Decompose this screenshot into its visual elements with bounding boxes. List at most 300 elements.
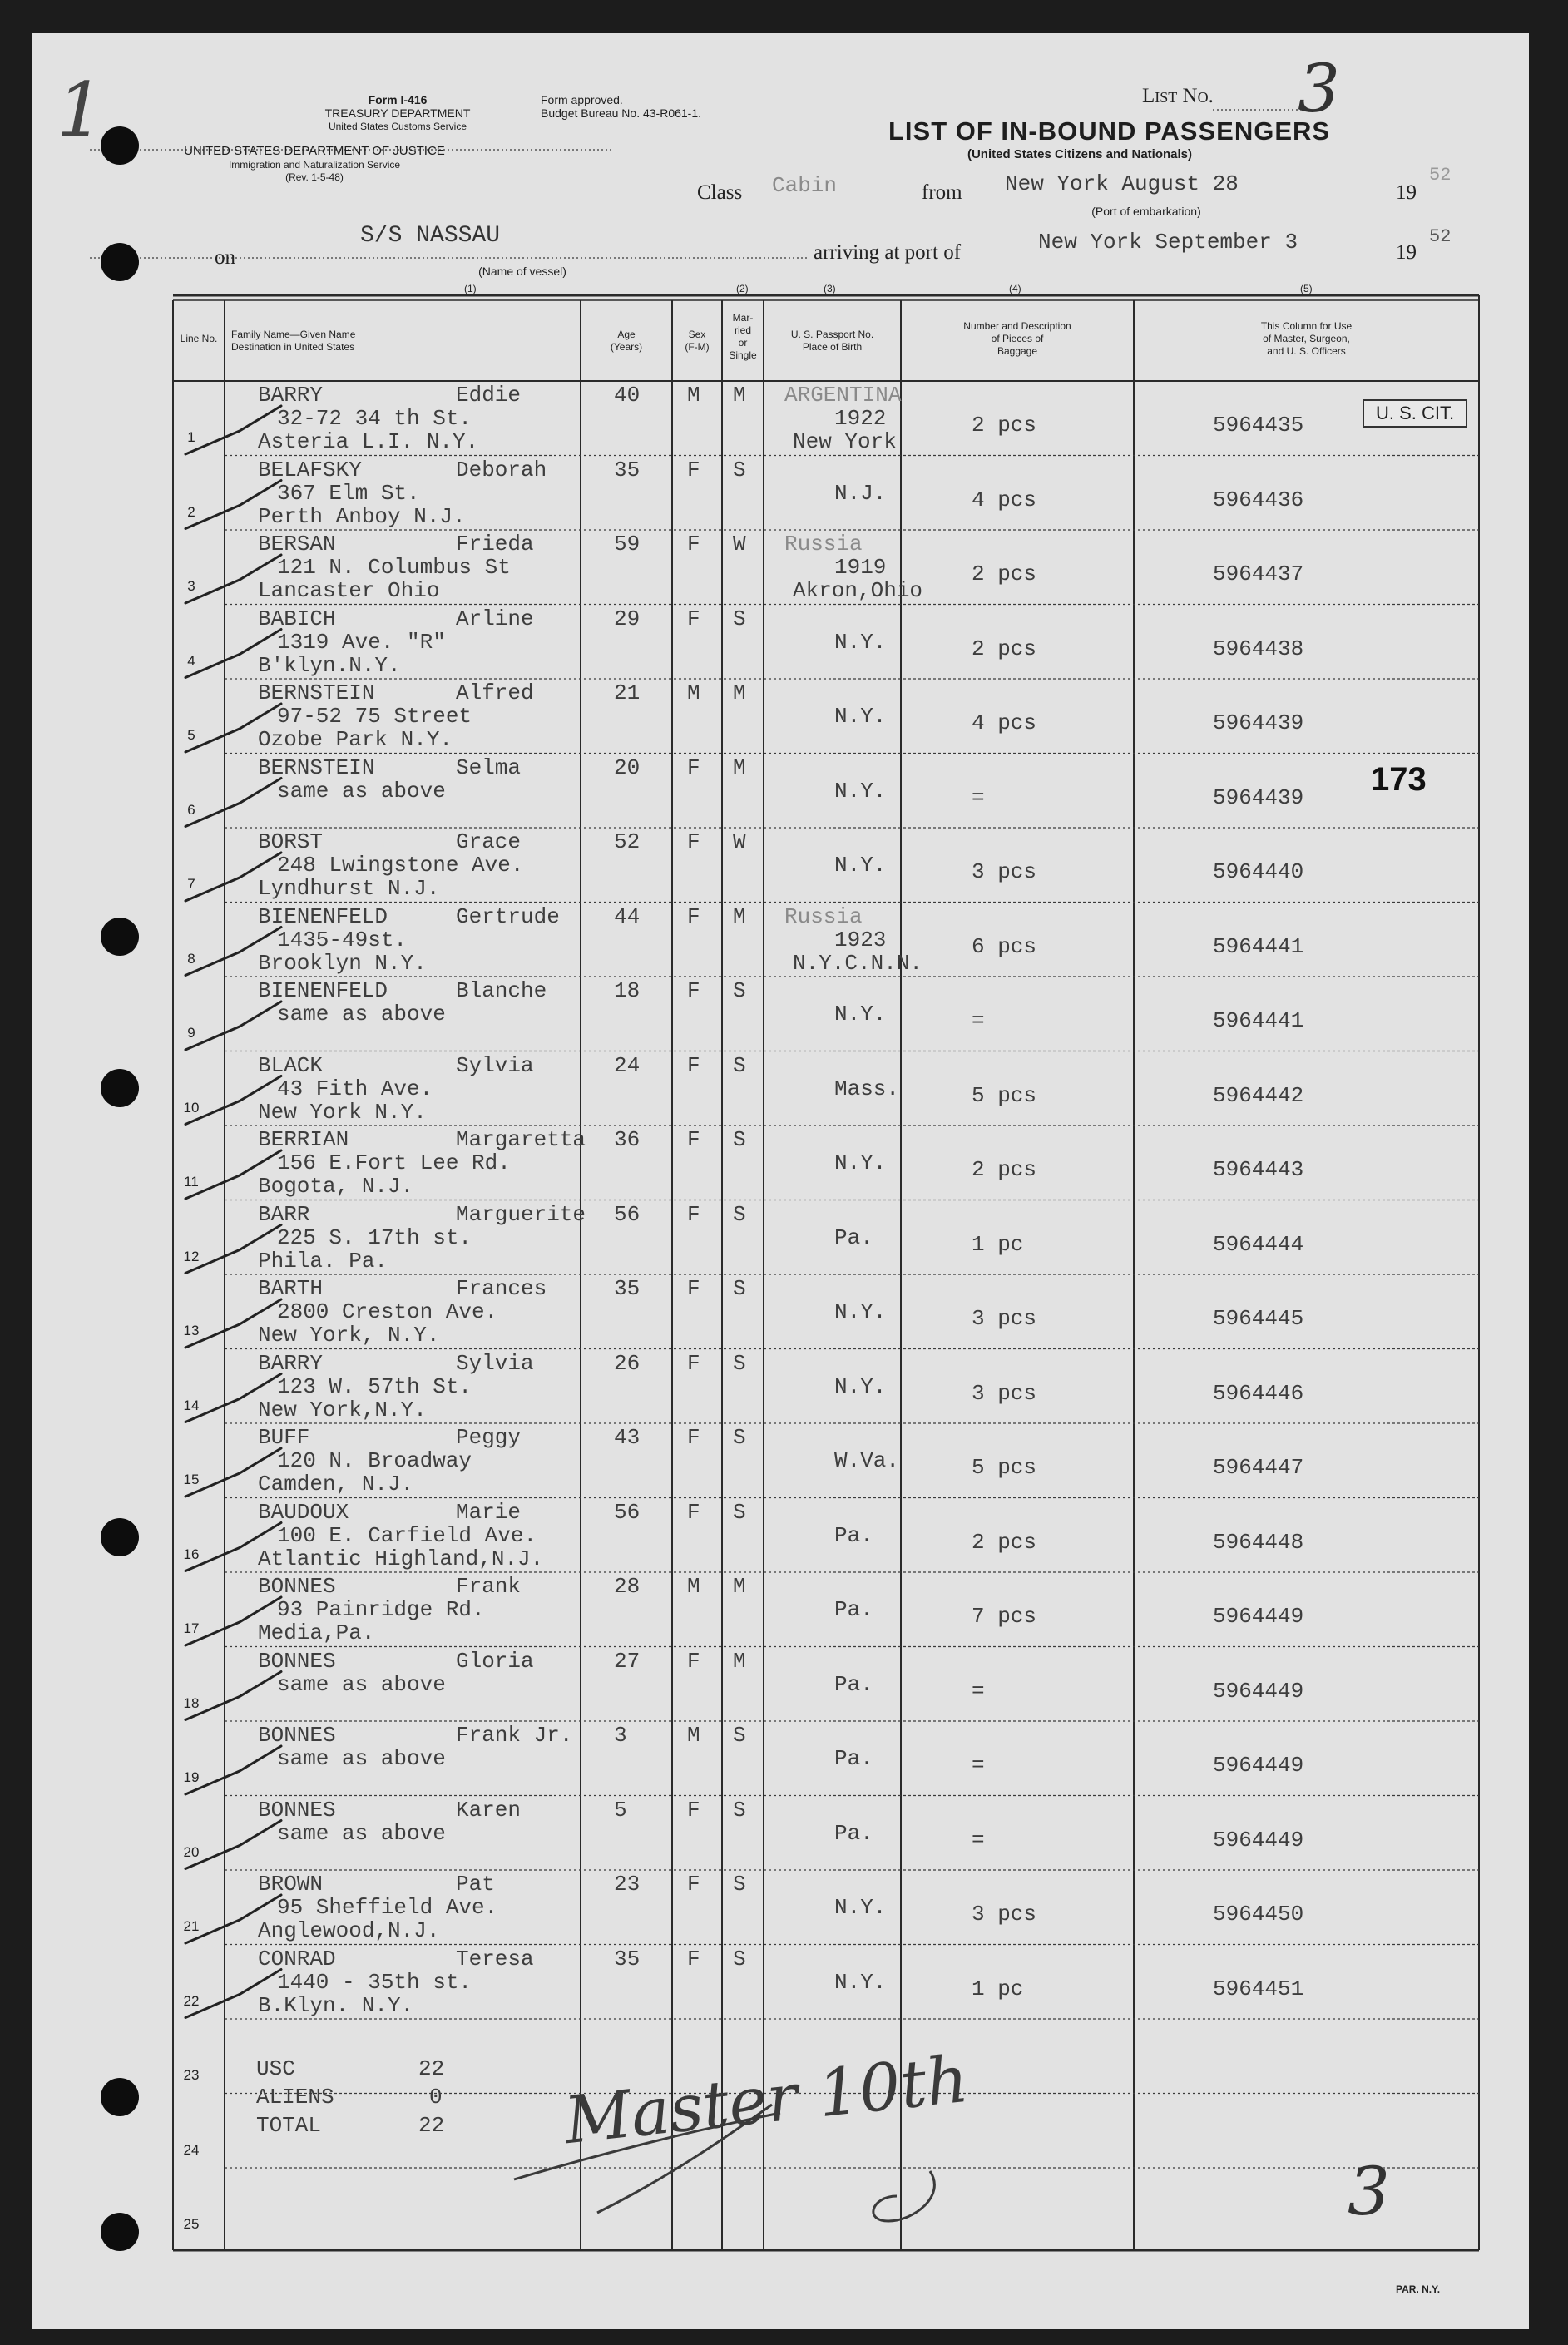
card-number: 5964437 — [1213, 562, 1304, 586]
baggage: 4 pcs — [972, 487, 1037, 512]
birth-place: 1922 — [834, 406, 887, 431]
sex: F — [687, 1201, 700, 1227]
address-line-2: New York N.Y. — [258, 1099, 427, 1125]
family-name: BERSAN — [258, 532, 336, 557]
age: 20 — [614, 754, 641, 780]
address-line-1: 95 Sheffield Ave. — [277, 1895, 498, 1920]
address-line-1: same as above — [277, 1671, 446, 1697]
birth-place: Pa. — [834, 1671, 873, 1697]
address-line-1: 121 N. Columbus St — [277, 555, 511, 580]
year-label-2: 19 — [1396, 241, 1417, 264]
address-line-1: same as above — [277, 778, 446, 804]
given-name: Margaretta — [456, 1127, 586, 1152]
line-number: 16 — [183, 1546, 200, 1562]
usc-count: 22 — [418, 2056, 445, 2081]
sex: F — [687, 1276, 700, 1301]
family-name: BERNSTEIN — [258, 754, 375, 780]
given-name: Frances — [456, 1276, 547, 1301]
baggage: 3 pcs — [972, 1902, 1037, 1927]
address-line-1: 1435-49st. — [277, 927, 408, 952]
line-number: 2 — [187, 503, 195, 520]
corner-handwritten-mark: 1 — [57, 67, 105, 154]
birth-place: N.Y. — [834, 1969, 887, 1995]
birth-place: N.Y. — [834, 1299, 887, 1324]
given-name: Deborah — [456, 457, 547, 482]
form-number: Form I-416 — [368, 93, 428, 106]
sex: F — [687, 1648, 700, 1674]
year-value-1: 52 — [1429, 165, 1452, 186]
baggage: 2 pcs — [972, 413, 1037, 438]
vessel-caption: (Name of vessel) — [478, 265, 566, 278]
address-line-1: 2800 Creston Ave. — [277, 1299, 498, 1324]
address-line-2: New York, N.Y. — [258, 1323, 440, 1348]
signature-flourish — [497, 2055, 1080, 2246]
birth-place: N.Y. — [834, 1373, 887, 1399]
address-line-1: 248 Lwingstone Ave. — [277, 853, 524, 878]
marital-status: M — [733, 383, 746, 408]
year-value-2: 52 — [1429, 226, 1452, 247]
age: 59 — [614, 532, 641, 557]
list-no-value: 3 — [1298, 50, 1340, 127]
birth-line-1: Russia — [784, 532, 863, 557]
card-number: 5964441 — [1213, 933, 1304, 959]
address-line-2: Atlantic Highland,N.J. — [258, 1546, 544, 1571]
given-name: Alfred — [456, 680, 534, 705]
sex: F — [687, 1127, 700, 1152]
card-number: 5964449 — [1213, 1827, 1304, 1853]
birth-place: Pa. — [834, 1224, 873, 1250]
sex: M — [687, 383, 700, 408]
birth-place: Pa. — [834, 1820, 873, 1846]
marital-status: S — [733, 1276, 746, 1301]
baggage: = — [972, 1827, 985, 1853]
card-number: 5964444 — [1213, 1231, 1304, 1257]
col-header-married: Mar- ried or Single — [729, 312, 757, 361]
on-label: on — [215, 246, 235, 269]
baggage: 2 pcs — [972, 1529, 1037, 1555]
binder-hole — [101, 1069, 139, 1107]
port-caption: (Port of embarkation) — [1091, 205, 1201, 218]
baggage: 1 pc — [972, 1976, 1024, 2001]
birth-place: N.J. — [834, 480, 887, 506]
age: 26 — [614, 1350, 641, 1376]
col-number-2: (2) — [736, 283, 749, 294]
address-line-1: 225 S. 17th st. — [277, 1224, 472, 1250]
binder-hole — [101, 243, 139, 281]
age: 44 — [614, 903, 641, 929]
binder-hole — [101, 126, 139, 165]
marital-status: S — [733, 1052, 746, 1078]
birth-place: N.Y. — [834, 1002, 887, 1027]
line-number: 4 — [187, 652, 195, 669]
age: 24 — [614, 1052, 641, 1078]
address-line-2: New York,N.Y. — [258, 1397, 427, 1422]
baggage: 5 pcs — [972, 1082, 1037, 1108]
marital-status: S — [733, 1425, 746, 1450]
line-number: 19 — [183, 1769, 200, 1785]
age: 27 — [614, 1648, 641, 1674]
family-name: BARR — [258, 1201, 310, 1227]
given-name: Teresa — [456, 1946, 534, 1971]
sex: F — [687, 1797, 700, 1823]
card-number: 5964439 — [1213, 710, 1304, 735]
given-name: Marguerite — [456, 1201, 586, 1227]
baggage: 7 pcs — [972, 1604, 1037, 1629]
line-number: 3 — [187, 578, 195, 594]
form-rule-lines — [32, 33, 1529, 2329]
address-line-1: same as above — [277, 1002, 446, 1027]
birth-place: N.Y. — [834, 629, 887, 655]
class-value: Cabin — [772, 173, 838, 198]
list-no-underline — [1213, 108, 1304, 111]
line-number: 17 — [183, 1620, 200, 1636]
aliens-count: 0 — [429, 2085, 443, 2110]
age: 5 — [614, 1797, 627, 1823]
card-number: 5964441 — [1213, 1008, 1304, 1033]
baggage: 5 pcs — [972, 1455, 1037, 1480]
age: 56 — [614, 1201, 641, 1227]
col-header-sex: Sex (F-M) — [685, 329, 710, 353]
birth-place: N.Y. — [834, 1895, 887, 1920]
sex: F — [687, 1499, 700, 1525]
family-name: BELAFSKY — [258, 457, 362, 482]
birth-place: Mass. — [834, 1076, 900, 1101]
card-number: 5964435 — [1213, 413, 1304, 438]
address-line-1: 120 N. Broadway — [277, 1448, 472, 1473]
family-name: BIENENFELD — [258, 978, 388, 1003]
card-number: 5964442 — [1213, 1082, 1304, 1108]
given-name: Grace — [456, 829, 522, 854]
arriving-label: arriving at port of — [814, 241, 962, 264]
age: 40 — [614, 383, 641, 408]
address-line-2: Brooklyn N.Y. — [258, 950, 427, 976]
age: 21 — [614, 680, 641, 705]
immigration-service: Immigration and Naturalization Service — [228, 159, 401, 171]
age: 35 — [614, 1276, 641, 1301]
total-label: TOTAL — [256, 2113, 322, 2138]
birth-place: N.Y. — [834, 1150, 887, 1175]
card-number: 5964448 — [1213, 1529, 1304, 1555]
address-line-1: same as above — [277, 1820, 446, 1846]
birth-place: 1923 — [834, 927, 887, 952]
address-line-1: 93 Painridge Rd. — [277, 1597, 485, 1622]
marital-status: S — [733, 1872, 746, 1897]
address-line-1: 156 E.Fort Lee Rd. — [277, 1150, 511, 1175]
sex: F — [687, 978, 700, 1003]
family-name: BONNES — [258, 1797, 336, 1823]
sex: M — [687, 680, 700, 705]
marital-status: S — [733, 1201, 746, 1227]
family-name: BAUDOUX — [258, 1499, 349, 1525]
age: 23 — [614, 1872, 641, 1897]
baggage: 3 pcs — [972, 1306, 1037, 1331]
marital-status: S — [733, 606, 746, 631]
line-number: 15 — [183, 1472, 200, 1487]
binder-hole — [101, 918, 139, 956]
sex: F — [687, 1052, 700, 1078]
family-name: BLACK — [258, 1052, 324, 1078]
birth-line-3: N.Y.C.N.N. — [793, 950, 923, 976]
given-name: Selma — [456, 754, 522, 780]
marital-status: S — [733, 457, 746, 482]
baggage: = — [972, 1678, 985, 1704]
sex: F — [687, 903, 700, 929]
given-name: Sylvia — [456, 1052, 534, 1078]
family-name: BIENENFELD — [258, 903, 388, 929]
sex: M — [687, 1574, 700, 1599]
address-line-1: 1440 - 35th st. — [277, 1969, 472, 1995]
line-number: 21 — [183, 1918, 200, 1934]
age: 43 — [614, 1425, 641, 1450]
baggage: 2 pcs — [972, 636, 1037, 661]
family-name: BERRIAN — [258, 1127, 349, 1152]
col-header-line-no: Line No. — [180, 333, 218, 344]
page-subtitle: (United States Citizens and Nationals) — [967, 147, 1193, 161]
address-line-1: same as above — [277, 1746, 446, 1771]
baggage: 2 pcs — [972, 562, 1037, 586]
customs-service: United States Customs Service — [328, 121, 467, 132]
line-number: 6 — [187, 801, 195, 818]
address-line-1: 1319 Ave. "R" — [277, 629, 446, 655]
line-number: 10 — [183, 1099, 200, 1116]
address-line-2: Bogota, N.J. — [258, 1174, 414, 1199]
us-citizen-stamp: U. S. CIT. — [1363, 399, 1467, 428]
address-line-2: Asteria L.I. N.Y. — [258, 429, 479, 454]
from-label: from — [922, 181, 962, 204]
marital-status: M — [733, 903, 746, 929]
sex: F — [687, 532, 700, 557]
marital-status: S — [733, 1797, 746, 1823]
address-line-1: 100 E. Carfield Ave. — [277, 1522, 537, 1548]
class-label: Class — [697, 181, 743, 204]
given-name: Gloria — [456, 1648, 534, 1674]
line-number: 18 — [183, 1694, 200, 1711]
birth-place: N.Y. — [834, 704, 887, 729]
marital-status: M — [733, 1574, 746, 1599]
family-name: CONRAD — [258, 1946, 336, 1971]
col-header-passport: U. S. Passport No. Place of Birth — [790, 329, 874, 353]
address-line-2: Camden, N.J. — [258, 1472, 414, 1497]
usc-label: USC — [256, 2056, 295, 2081]
address-line-1: 123 W. 57th St. — [277, 1373, 472, 1399]
family-name: BROWN — [258, 1872, 324, 1897]
marital-status: M — [733, 754, 746, 780]
baggage: 6 pcs — [972, 933, 1037, 959]
address-line-2: Phila. Pa. — [258, 1248, 388, 1274]
marital-status: W — [733, 829, 746, 854]
binder-hole — [101, 1518, 139, 1556]
family-name: BARRY — [258, 383, 324, 408]
line-number: 5 — [187, 727, 195, 743]
col-number-4: (4) — [1009, 283, 1021, 294]
line-number: 20 — [183, 1843, 200, 1860]
baggage: 1 pc — [972, 1231, 1024, 1257]
age: 28 — [614, 1574, 641, 1599]
page-stamp-number: 173 — [1371, 761, 1427, 798]
age: 35 — [614, 1946, 641, 1971]
col-number-3: (3) — [824, 283, 836, 294]
birth-line-1: Russia — [784, 903, 863, 929]
sex: F — [687, 1350, 700, 1376]
vessel-name: S/S NASSAU — [360, 223, 501, 249]
bottom-handwritten-mark: 3 — [1348, 2153, 1390, 2230]
family-name: BARTH — [258, 1276, 324, 1301]
line-number: 12 — [183, 1248, 200, 1264]
binder-hole — [101, 2078, 139, 2116]
address-line-1: 32-72 34 th St. — [277, 406, 472, 431]
family-name: BONNES — [258, 1574, 336, 1599]
age: 35 — [614, 457, 641, 482]
sex: F — [687, 606, 700, 631]
age: 18 — [614, 978, 641, 1003]
card-number: 5964449 — [1213, 1678, 1304, 1704]
year-label-1: 19 — [1396, 181, 1417, 204]
sex: F — [687, 1425, 700, 1450]
printer-mark: PAR. N.Y. — [1396, 2283, 1441, 2295]
baggage: 4 pcs — [972, 710, 1037, 735]
justice-dept: UNITED STATES DEPARTMENT OF JUSTICE — [184, 144, 445, 158]
age: 56 — [614, 1499, 641, 1525]
marital-status: M — [733, 680, 746, 705]
baggage: = — [972, 1753, 985, 1778]
address-line-2: Lancaster Ohio — [258, 578, 440, 603]
birth-place: W.Va. — [834, 1448, 900, 1473]
page-title: LIST OF IN-BOUND PASSENGERS — [888, 116, 1331, 146]
col-header-officers: This Column for Use of Master, Surgeon, and U. S. Officers — [1260, 320, 1353, 357]
given-name: Karen — [456, 1797, 522, 1823]
address-line-2: B.Klyn. N.Y. — [258, 1992, 414, 2018]
given-name: Frieda — [456, 532, 534, 557]
card-number: 5964447 — [1213, 1455, 1304, 1480]
col-number-5: (5) — [1300, 283, 1313, 294]
line-number: 11 — [184, 1174, 199, 1190]
line-number: 8 — [187, 950, 195, 967]
card-number: 5964439 — [1213, 784, 1304, 810]
marital-status: S — [733, 1350, 746, 1376]
sex: F — [687, 457, 700, 482]
card-number: 5964449 — [1213, 1753, 1304, 1778]
given-name: Peggy — [456, 1425, 522, 1450]
baggage: 3 pcs — [972, 1380, 1037, 1406]
col-header-name: Family Name—Given Name Destination in United States — [231, 329, 356, 353]
col-number-1: (1) — [464, 283, 477, 294]
address-line-2: B'klyn.N.Y. — [258, 652, 401, 678]
birth-line-3: Akron,Ohio — [793, 578, 923, 603]
family-name: BERNSTEIN — [258, 680, 375, 705]
line-number: 9 — [187, 1025, 195, 1041]
line-number: 22 — [183, 1992, 200, 2009]
address-line-2: Perth Anboy N.J. — [258, 503, 466, 529]
family-name: BARRY — [258, 1350, 324, 1376]
baggage: = — [972, 784, 985, 810]
from-value: New York August 28 — [1005, 171, 1239, 196]
sex: F — [687, 1872, 700, 1897]
card-number: 5964446 — [1213, 1380, 1304, 1406]
birth-place: N.Y. — [834, 853, 887, 878]
sex: F — [687, 754, 700, 780]
given-name: Frank — [456, 1574, 522, 1599]
marital-status: S — [733, 1723, 746, 1748]
col-header-baggage: Number and Description of Pieces of Baggage — [963, 320, 1071, 357]
baggage: 3 pcs — [972, 859, 1037, 884]
card-number: 5964438 — [1213, 636, 1304, 661]
birth-place: 1919 — [834, 555, 887, 580]
family-name: BABICH — [258, 606, 336, 631]
treasury-dept: TREASURY DEPARTMENT — [324, 106, 471, 120]
line-number: 1 — [187, 429, 195, 445]
given-name: Frank Jr. — [456, 1723, 573, 1748]
marital-status: M — [733, 1648, 746, 1674]
family-name: BUFF — [258, 1425, 310, 1450]
card-number: 5964451 — [1213, 1976, 1304, 2001]
marital-status: W — [733, 532, 746, 557]
card-number: 5964443 — [1213, 1157, 1304, 1182]
line-number: 25 — [183, 2216, 200, 2232]
address-line-2: Media,Pa. — [258, 1620, 375, 1645]
birth-place: Pa. — [834, 1597, 873, 1622]
age: 52 — [614, 829, 641, 854]
manifest-page — [32, 33, 1529, 2329]
age: 29 — [614, 606, 641, 631]
aliens-label: ALIENS — [256, 2085, 334, 2110]
form-approved: Form approved. — [541, 93, 623, 106]
birth-place: N.Y. — [834, 778, 887, 804]
sex: F — [687, 829, 700, 854]
given-name: Arline — [456, 606, 534, 631]
arriving-value: New York September 3 — [1038, 230, 1298, 255]
marital-status: S — [733, 978, 746, 1003]
age: 36 — [614, 1127, 641, 1152]
address-line-1: 367 Elm St. — [277, 480, 420, 506]
address-line-2: Lyndhurst N.J. — [258, 876, 440, 901]
col-header-age: Age (Years) — [610, 329, 643, 353]
birth-place: Pa. — [834, 1746, 873, 1771]
marital-status: S — [733, 1127, 746, 1152]
line-number: 24 — [183, 2141, 200, 2158]
address-line-2: Anglewood,N.J. — [258, 1918, 440, 1943]
card-number: 5964445 — [1213, 1306, 1304, 1331]
marital-status: S — [733, 1499, 746, 1525]
age: 3 — [614, 1723, 627, 1748]
birth-line-1: ARGENTINA — [784, 383, 902, 408]
binder-hole — [101, 2213, 139, 2251]
marital-status: S — [733, 1946, 746, 1971]
revision-date: (Rev. 1-5-48) — [285, 171, 344, 183]
given-name: Eddie — [456, 383, 522, 408]
card-number: 5964440 — [1213, 859, 1304, 884]
family-name: BONNES — [258, 1723, 336, 1748]
line-number: 7 — [187, 876, 195, 892]
address-line-2: Ozobe Park N.Y. — [258, 727, 453, 752]
address-line-1: 43 Fith Ave. — [277, 1076, 433, 1101]
total-count: 22 — [418, 2113, 445, 2138]
card-number: 5964436 — [1213, 487, 1304, 512]
line-number: 14 — [183, 1397, 200, 1413]
master-signature: Master 10th — [561, 2041, 972, 2159]
birth-line-3: New York — [793, 429, 897, 454]
given-name: Gertrude — [456, 903, 560, 929]
line-number: 23 — [183, 2067, 200, 2083]
list-no-label: List No. — [1142, 85, 1214, 107]
baggage: = — [972, 1008, 985, 1033]
family-name: BORST — [258, 829, 324, 854]
family-name: BONNES — [258, 1648, 336, 1674]
card-number: 5964449 — [1213, 1604, 1304, 1629]
budget-bureau: Budget Bureau No. 43-R061-1. — [541, 106, 702, 120]
card-number: 5964450 — [1213, 1902, 1304, 1927]
given-name: Sylvia — [456, 1350, 534, 1376]
line-number: 13 — [183, 1323, 200, 1338]
